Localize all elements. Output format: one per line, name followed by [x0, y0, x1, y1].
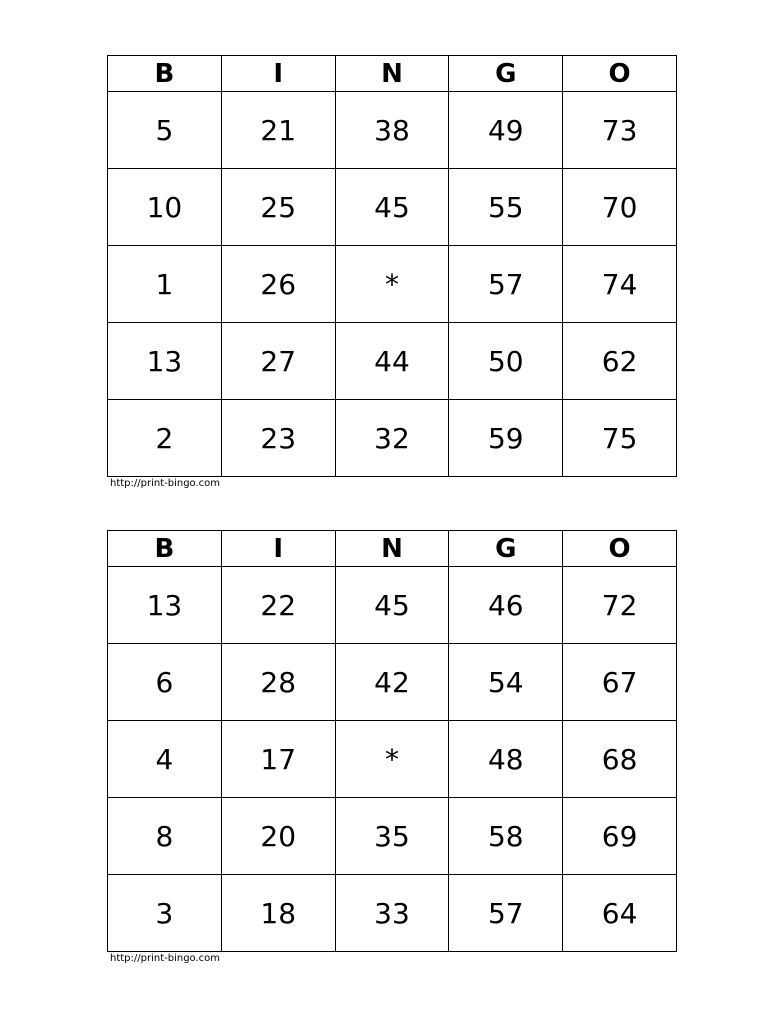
table-row: [108, 875, 677, 952]
bingo-grid: [107, 55, 677, 477]
header-row: [108, 531, 677, 567]
column-header-o: O: [563, 56, 677, 92]
bingo-cell: 21: [221, 92, 335, 169]
table-row: [108, 721, 677, 798]
bingo-cell: 1: [108, 246, 222, 323]
bingo-cell: 55: [449, 169, 563, 246]
bingo-cell: 45: [335, 169, 449, 246]
bingo-cell: 20: [221, 798, 335, 875]
column-header-i: I: [221, 531, 335, 567]
table-row: [108, 567, 677, 644]
bingo-cell: 74: [563, 246, 677, 323]
free-space-cell: *: [335, 246, 449, 323]
bingo-cell: 10: [108, 169, 222, 246]
bingo-cell: 3: [108, 875, 222, 952]
column-header-n: N: [335, 56, 449, 92]
bingo-cell: 33: [335, 875, 449, 952]
column-header-b: B: [108, 56, 222, 92]
table-row: [108, 323, 677, 400]
bingo-cell: 44: [335, 323, 449, 400]
bingo-cell: 73: [563, 92, 677, 169]
bingo-cell: 4: [108, 721, 222, 798]
bingo-cell: 46: [449, 567, 563, 644]
bingo-cell: 68: [563, 721, 677, 798]
table-row: [108, 798, 677, 875]
free-space-cell: *: [335, 721, 449, 798]
source-url-text: http://print-bingo.com: [110, 953, 221, 964]
bingo-cell: 57: [449, 875, 563, 952]
column-header-g: G: [449, 56, 563, 92]
column-header-o: O: [563, 531, 677, 567]
bingo-card-2: [107, 530, 677, 964]
column-header-n: N: [335, 531, 449, 567]
bingo-cell: 45: [335, 567, 449, 644]
bingo-card-1: [107, 55, 677, 489]
column-header-b: B: [108, 531, 222, 567]
bingo-cell: 50: [449, 323, 563, 400]
bingo-cell: 70: [563, 169, 677, 246]
table-row: [108, 169, 677, 246]
bingo-cell: 8: [108, 798, 222, 875]
bingo-cell: 48: [449, 721, 563, 798]
bingo-cell: 27: [221, 323, 335, 400]
table-row: [108, 246, 677, 323]
bingo-cell: 38: [335, 92, 449, 169]
bingo-cell: 54: [449, 644, 563, 721]
bingo-cell: 69: [563, 798, 677, 875]
bingo-cell: 13: [108, 323, 222, 400]
bingo-cell: 23: [221, 400, 335, 477]
bingo-cell: 64: [563, 875, 677, 952]
bingo-cell: 13: [108, 567, 222, 644]
bingo-cell: 49: [449, 92, 563, 169]
bingo-cell: 17: [221, 721, 335, 798]
bingo-cell: 6: [108, 644, 222, 721]
bingo-cell: 28: [221, 644, 335, 721]
bingo-cell: 2: [108, 400, 222, 477]
column-header-i: I: [221, 56, 335, 92]
bingo-cell: 35: [335, 798, 449, 875]
bingo-cell: 26: [221, 246, 335, 323]
bingo-cell: 32: [335, 400, 449, 477]
table-row: [108, 92, 677, 169]
bingo-cell: 62: [563, 323, 677, 400]
bingo-cell: 5: [108, 92, 222, 169]
table-row: [108, 644, 677, 721]
header-row: [108, 56, 677, 92]
source-url-text: http://print-bingo.com: [110, 478, 221, 489]
bingo-cell: 67: [563, 644, 677, 721]
bingo-cell: 58: [449, 798, 563, 875]
bingo-cell: 57: [449, 246, 563, 323]
bingo-cell: 75: [563, 400, 677, 477]
bingo-cell: 42: [335, 644, 449, 721]
bingo-cell: 72: [563, 567, 677, 644]
bingo-grid: [107, 530, 677, 952]
column-header-g: G: [449, 531, 563, 567]
bingo-cell: 59: [449, 400, 563, 477]
bingo-cell: 18: [221, 875, 335, 952]
bingo-cell: 22: [221, 567, 335, 644]
bingo-cell: 25: [221, 169, 335, 246]
table-row: [108, 400, 677, 477]
